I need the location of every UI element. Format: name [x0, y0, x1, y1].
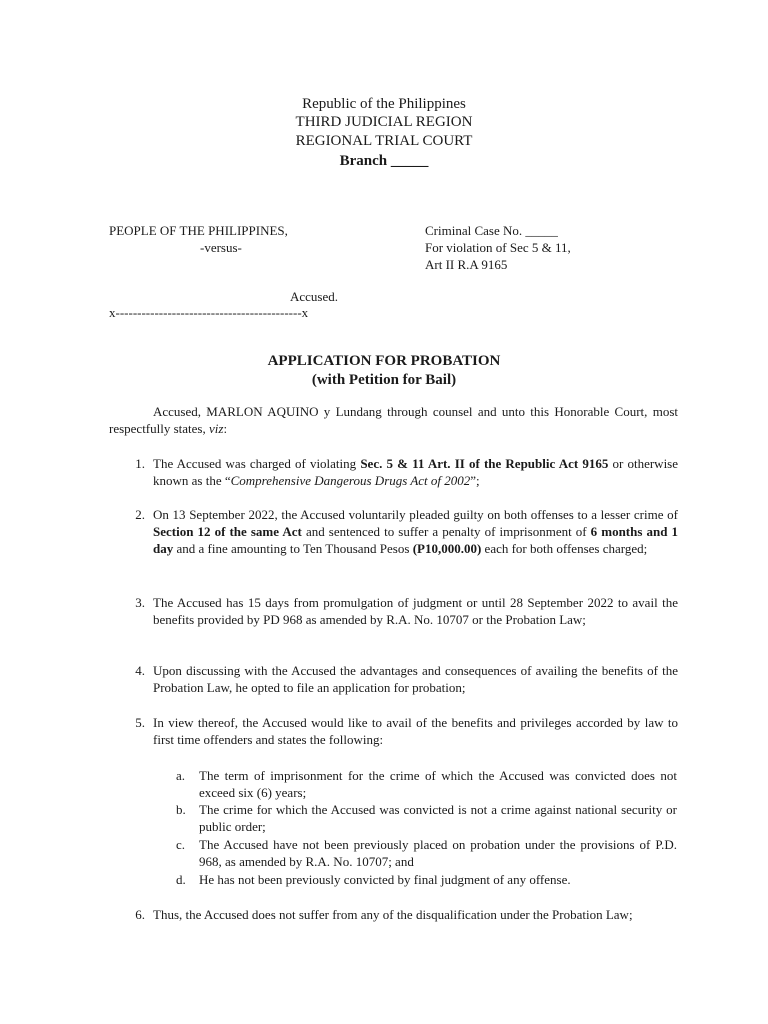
subitem-letter: a. [176, 768, 186, 783]
case-number: Criminal Case No. _____ [425, 223, 558, 238]
item-number: 6. [135, 907, 145, 922]
item-number: 2. [135, 507, 145, 522]
header-branch: Branch _____ [339, 153, 429, 169]
document-subtitle: (with Petition for Bail) [311, 372, 457, 388]
item-number: 5. [135, 715, 145, 730]
subitem-b: The crime for which the Accused was convicted is not a crime against national security or public order; [199, 802, 677, 834]
document-title: APPLICATION FOR PROBATION [267, 353, 501, 369]
caption-plaintiff: PEOPLE OF THE PHILIPPINES, [109, 223, 288, 238]
subitem-a: The term of imprisonment for the crime of which the Accused was convicted does not exceed six (6) years; [199, 768, 677, 800]
intro-viz: viz [209, 421, 224, 436]
item-5: In view thereof, the Accused would like to avail of the benefits and privileges accorded by law to first time offenders and states the following: [153, 715, 678, 747]
item-3: The Accused has 15 days from promulgation of judgment or until 28 September 2022 to avail the benefits provided by PD 968 as amended by R.A. No. 10707 or the Probation Law; [153, 595, 678, 627]
caption-accused: Accused. [290, 289, 339, 304]
subitem-letter: d. [176, 872, 186, 887]
caption-divider: x-------------------------------------------x [109, 305, 309, 320]
subitem-letter: b. [176, 802, 186, 817]
header-region: THIRD JUDICIAL REGION [295, 114, 473, 130]
subitem-letter: c. [176, 837, 186, 852]
caption-versus: -versus- [200, 240, 242, 255]
case-violation-line1: For violation of Sec 5 & 11, [425, 240, 571, 255]
case-violation-line2: Art II R.A 9165 [425, 257, 508, 272]
subitem-d: He has not been previously convicted by final judgment of any offense. [199, 872, 571, 887]
intro-paragraph: Accused, MARLON AQUINO y Lundang through counsel and unto this Honorable Court, most respectfully states, viz: [109, 404, 678, 436]
header-court: REGIONAL TRIAL COURT [295, 133, 473, 149]
item-2: On 13 September 2022, the Accused voluntarily pleaded guilty on both offenses to a lesser crime of Section 12 of the same Act and sentenced to suffer a penalty of imprisonment of 6 months and 1 day and a fine amounting to Ten Thousand Pesos (P10,000.00) each for both offenses charged; [153, 507, 679, 556]
item-4: Upon discussing with the Accused the advantages and consequences of availing the benefits of the Probation Law, he opted to file an application for probation; [153, 663, 678, 695]
item-number: 1. [135, 456, 145, 471]
item-number: 3. [135, 595, 145, 610]
item-6: Thus, the Accused does not suffer from any of the disqualification under the Probation Law; [153, 907, 633, 922]
subitem-c: The Accused have not been previously placed on probation under the provisions of P.D. 968, as amended by R.A. No. 10707; and [199, 837, 677, 869]
header-republic: Republic of the Philippines [302, 96, 466, 112]
item-1: The Accused was charged of violating Sec. 5 & 11 Art. II of the Republic Act 9165 or otherwise known as the “Comprehensive Dangerous Drugs Act of 2002”; [153, 456, 679, 488]
item-number: 4. [135, 663, 145, 678]
